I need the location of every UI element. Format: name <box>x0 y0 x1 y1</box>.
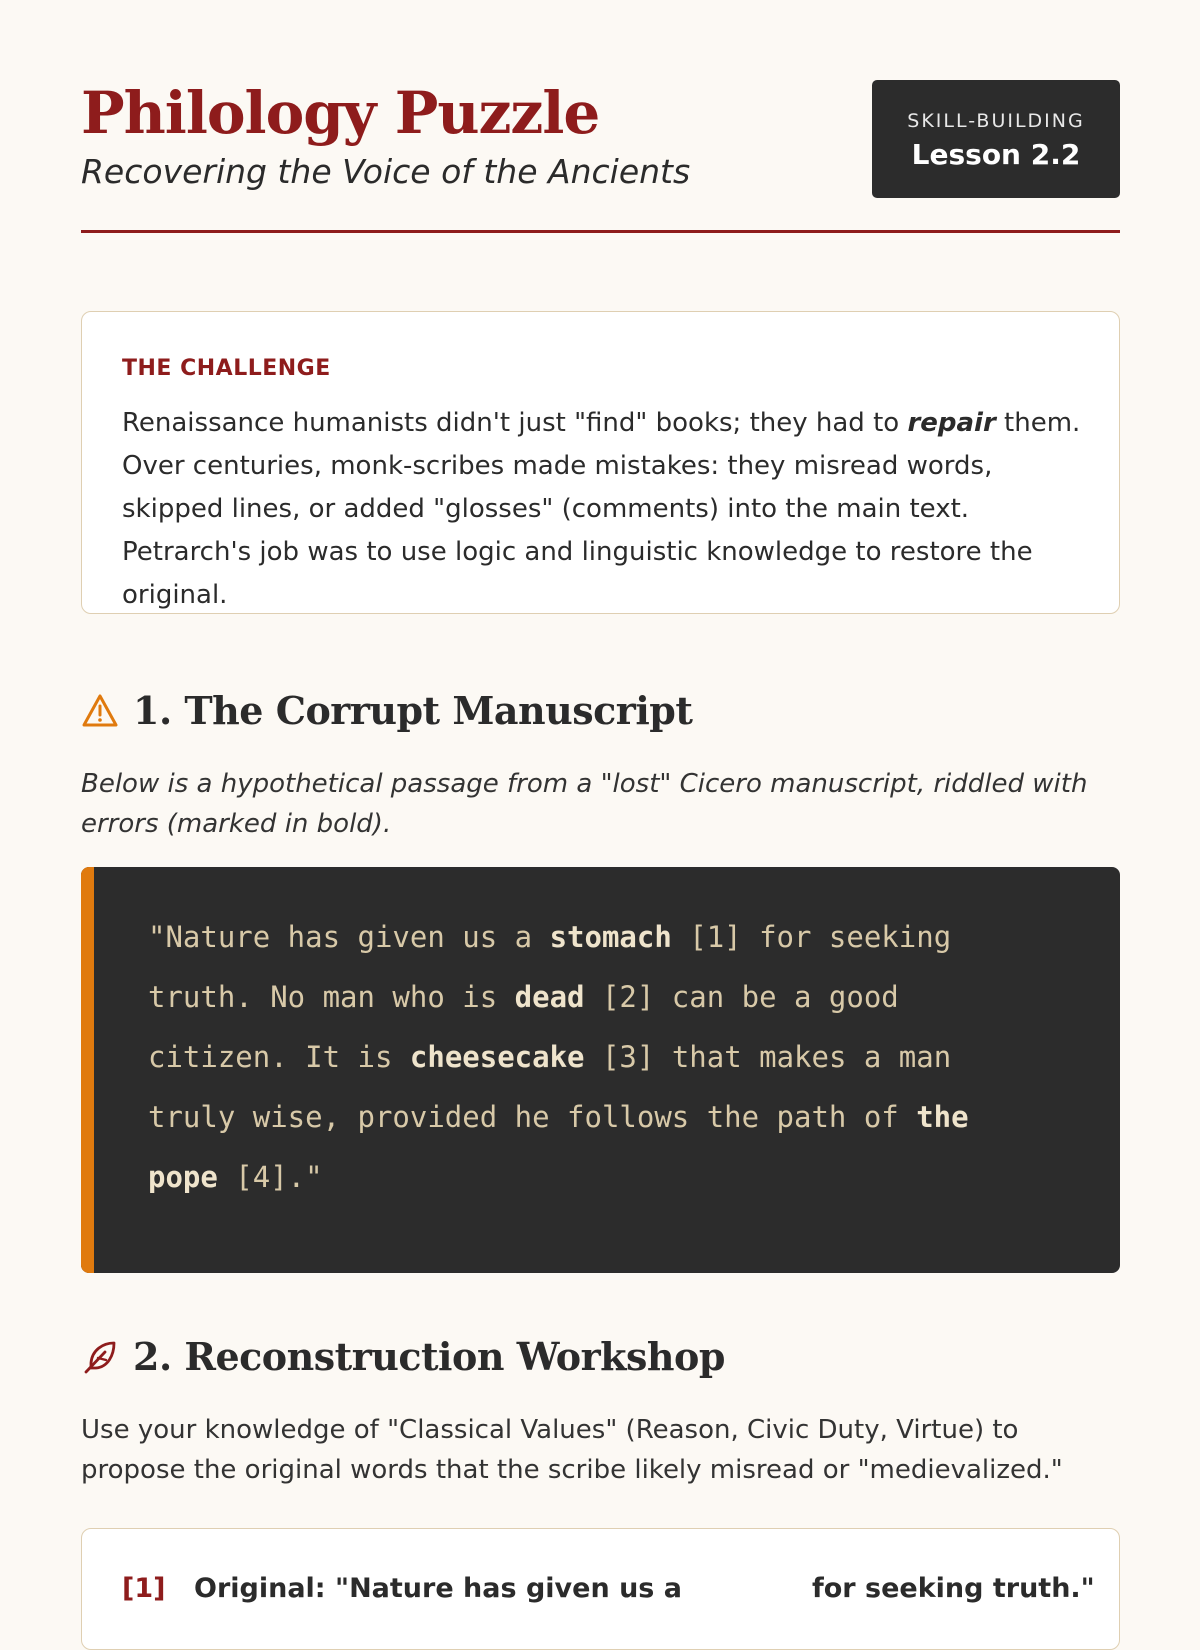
badge-label: SKILL-BUILDING <box>907 110 1085 132</box>
passage-error: the pope <box>148 1100 969 1194</box>
workshop-card <box>81 1528 1120 1650</box>
challenge-label: THE CHALLENGE <box>122 356 331 381</box>
section1-heading: 1. The Corrupt Manuscript <box>133 688 693 733</box>
lesson-badge <box>872 80 1120 198</box>
manuscript-passage <box>148 907 1048 1207</box>
item-original-text <box>194 1573 1095 1604</box>
passage-text: [2] can be a good citizen. It is <box>148 980 899 1074</box>
page-title: Philology Puzzle <box>81 79 600 147</box>
challenge-text-after: them. Over centuries, monk-scribes made mistakes: they misread words, skipped lines, or added "glosses" (comments) into the main text. Petrarch's job was to use logic and linguistic knowledge to restore the original. <box>122 408 1081 610</box>
section1-intro: Below is a hypothetical passage from a "lost" Cicero manuscript, riddled with errors (marked in bold). <box>81 769 1088 839</box>
warning-icon <box>81 692 119 730</box>
page-subtitle: Recovering the Voice of the Ancients <box>81 152 691 191</box>
section1-heading-row <box>81 688 692 733</box>
section2-heading: 2. Reconstruction Workshop <box>133 1334 725 1379</box>
passage-text: "Nature has given us a <box>148 920 550 954</box>
challenge-text-before: Renaissance humanists didn't just "find" books; they had to <box>122 408 908 438</box>
item-number: [1] <box>122 1573 166 1604</box>
challenge-text <box>122 402 1082 617</box>
manuscript-accent-bar <box>81 867 94 1273</box>
manuscript-block <box>81 867 1120 1273</box>
passage-text: [1] for seeking truth. No man who is <box>148 920 952 1014</box>
badge-lesson: Lesson 2.2 <box>911 138 1081 171</box>
section2-heading-row <box>81 1334 725 1379</box>
passage-error: dead <box>514 980 585 1014</box>
page-header <box>81 80 1120 233</box>
challenge-card <box>81 311 1120 614</box>
passage-error: stomach <box>549 920 672 954</box>
passage-error: cheesecake <box>409 1040 585 1074</box>
quill-icon <box>81 1338 119 1376</box>
section2-intro: Use your knowledge of "Classical Values" (Reason, Civic Duty, Virtue) to propose the original words that the scribe likely misread or "medievalized." <box>81 1415 1063 1485</box>
challenge-text-emphasis: repair <box>907 408 996 438</box>
item-original-before: Original: "Nature has given us a <box>194 1573 682 1604</box>
item-original-after: for seeking truth." <box>811 1573 1095 1604</box>
passage-text: [4]." <box>217 1160 323 1194</box>
passage-text: [3] that makes a man truly wise, provided he follows the path of <box>148 1040 952 1134</box>
